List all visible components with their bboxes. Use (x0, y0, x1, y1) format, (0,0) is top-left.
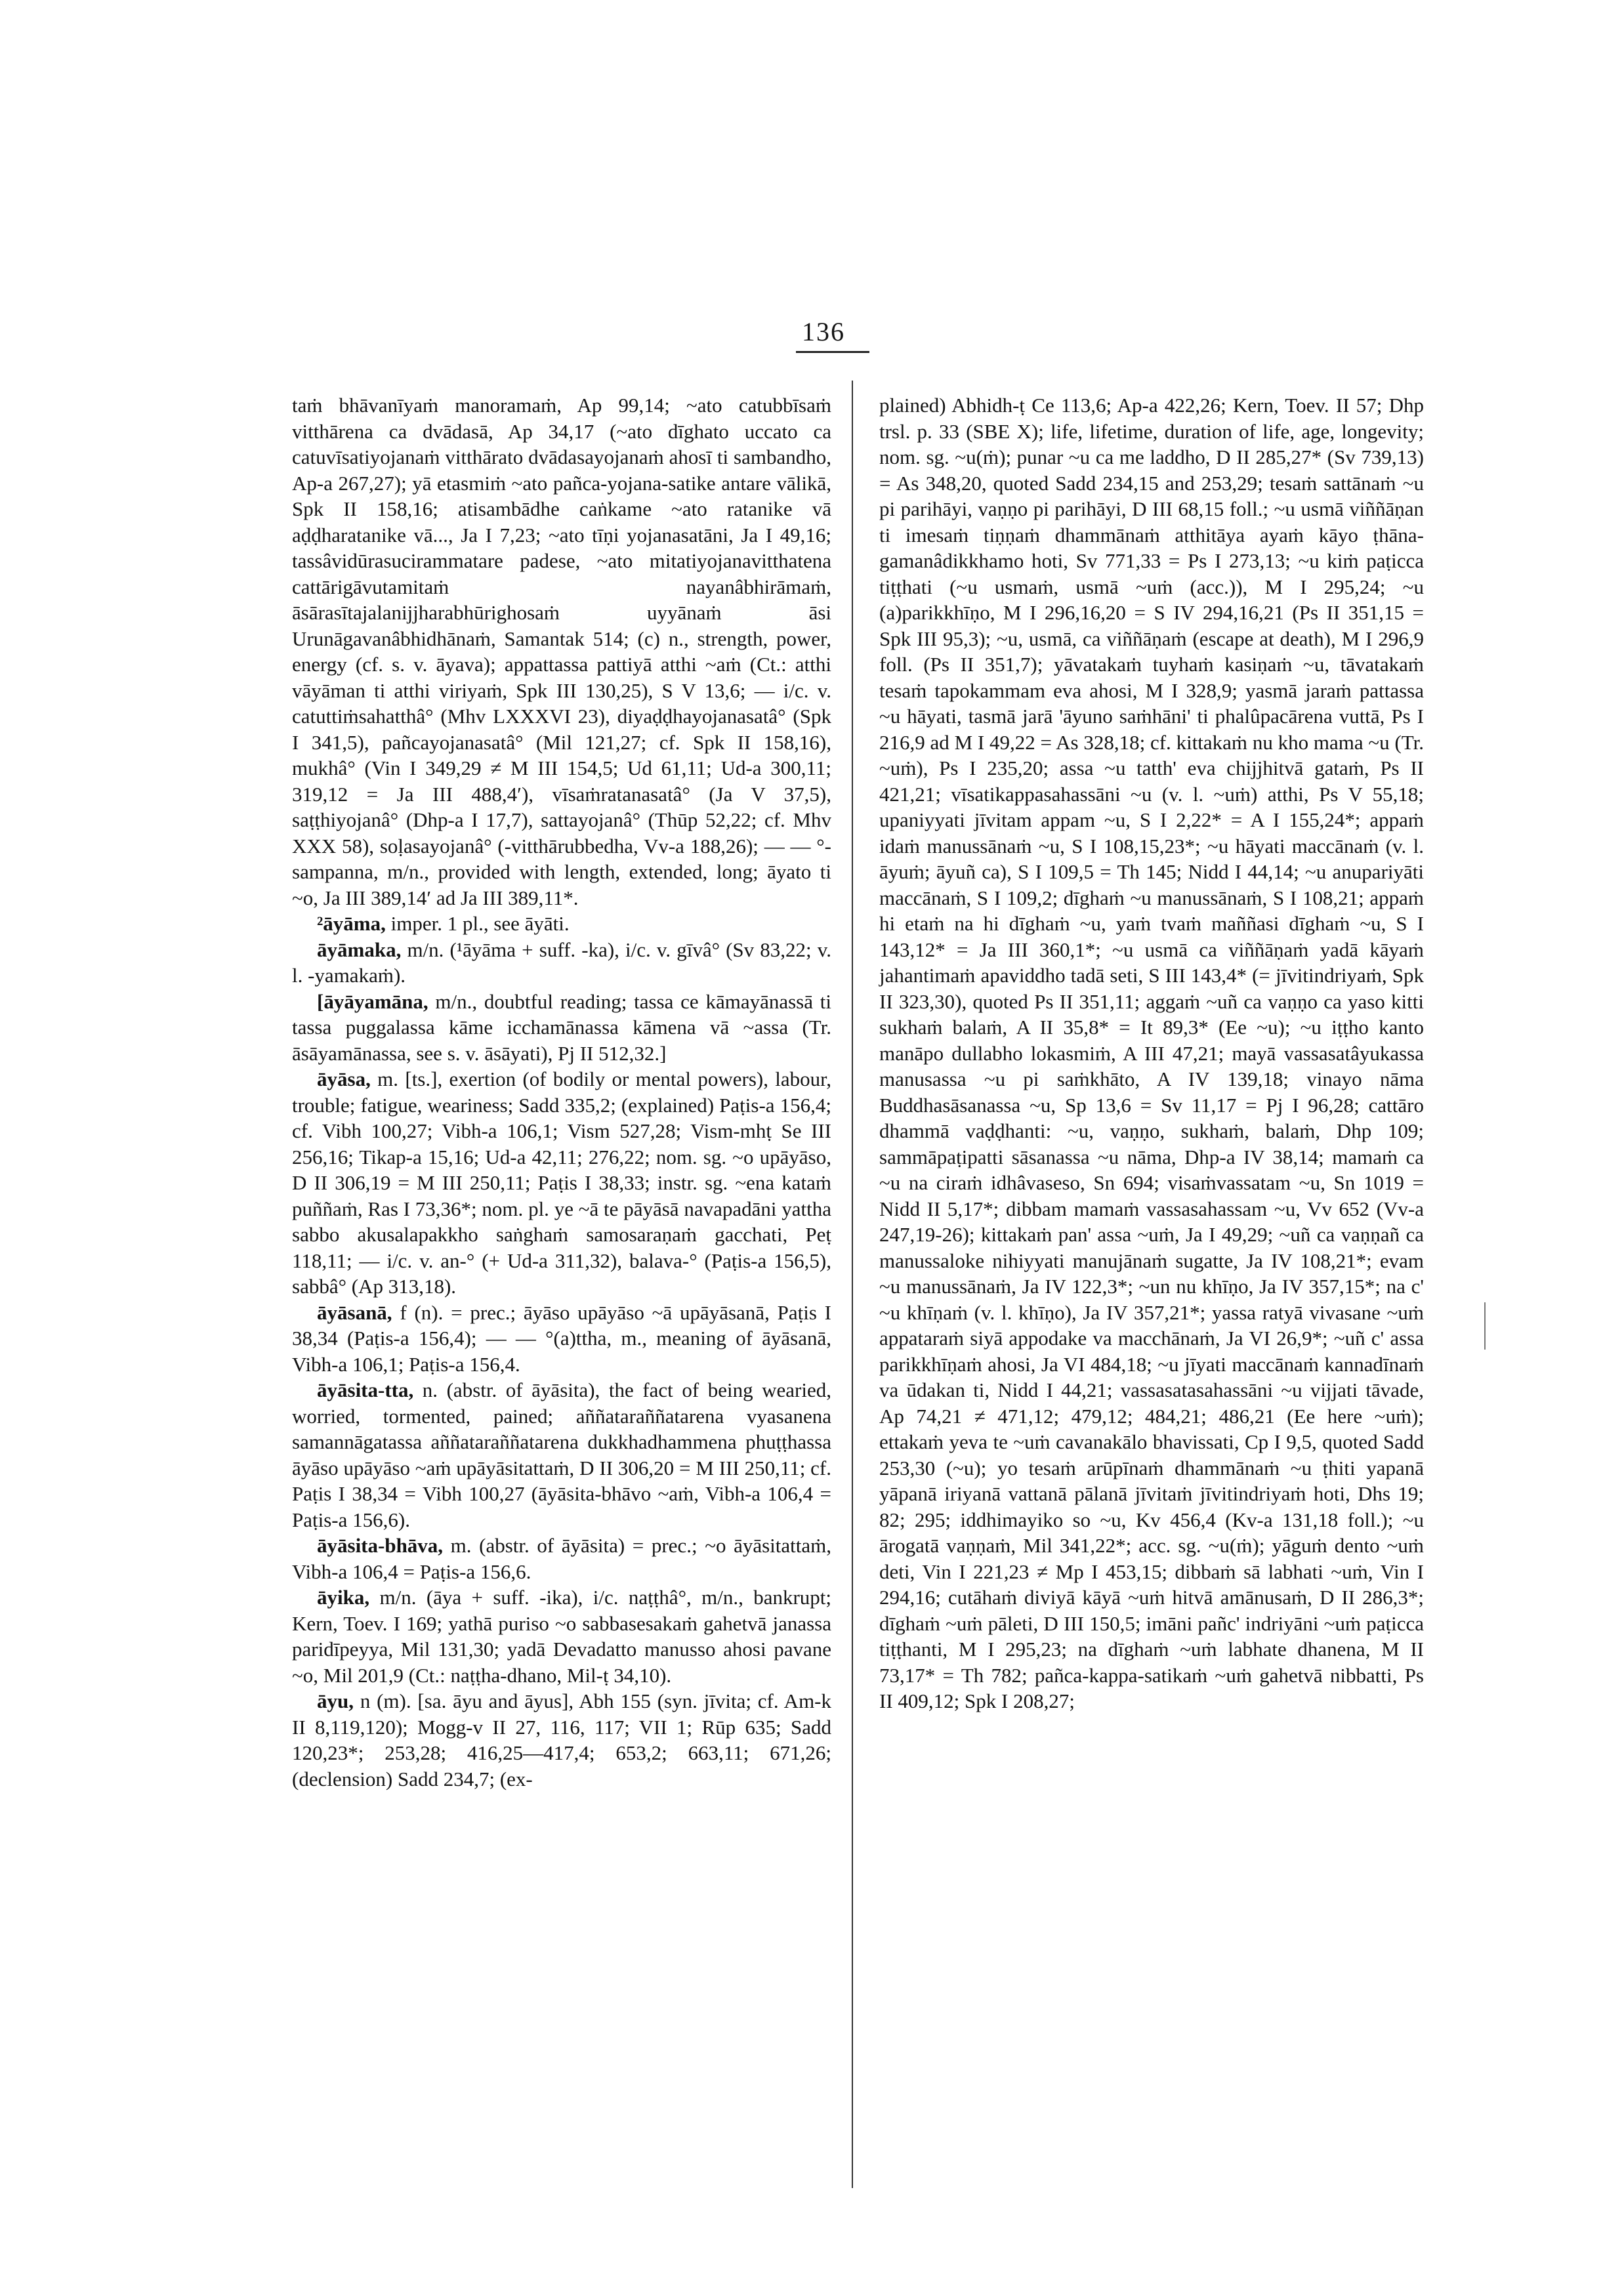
margin-mark (1484, 1302, 1486, 1350)
dictionary-entry (292, 1688, 831, 1792)
dictionary-entry (292, 911, 831, 937)
entry-text: n (m). [sa. āyu and āyus], Abh 155 (syn. jīvita; cf. Am-k II 8,119,120); Mogg-v II 27, 116, 117; VII 1; Rūp 635; Sadd 120,23*; 253,28; 416,25—417,4; 653,2; 663,11; 671,26; (declension) Sadd 234,7; (ex- (292, 1689, 832, 1790)
entry-headword: ²āyāma, (317, 912, 386, 935)
dictionary-entry (292, 1377, 831, 1533)
entry-headword: āyāsa, (317, 1067, 371, 1090)
column-divider (852, 381, 853, 2188)
entry-text: imper. 1 pl., see āyāti. (390, 912, 570, 935)
dictionary-entry (292, 1533, 831, 1584)
dictionary-entry (292, 392, 831, 911)
entry-text: n. (abstr. of āyāsita), the fact of being wearied, worried, tormented, pained; aññataraññatarena vyasanena samannāgatassa aññataraññatarena dukkhadhammena phuṭṭhassa āyāso upāyāso ~aṁ upāyāsitattaṁ, D II 306,20 = M III 250,11; cf. Paṭis I 38,34 = Vibh 100,27 (āyāsita-bhāvo ~aṁ, Vibh-a 106,4 = Paṭis-a 156,6). (292, 1378, 831, 1531)
dictionary-entry (879, 392, 1424, 1714)
entry-headword: āyu, (317, 1689, 354, 1712)
entry-text: m. [ts.], exertion (of bodily or mental powers), labour, trouble; fatigue, weariness; Sadd 335,2; (explained) Paṭis-a 156,4; cf. Vibh 100,27; Vibh-a 106,1; Vism 527,28; Vism-mhṭ Se III 256,16; Tikap-a 15,16; Ud-a 42,11; 276,22; nom. sg. ~o upāyāso, D II 306,19 = M III 250,11; Paṭis I 38,33; instr. sg. ~ena kataṁ puññaṁ, Ras I 73,36*; nom. pl. ye ~ā te pāyāsā navapadāni yattha sabbo akusalapakkho saṅghaṁ samosaraṇaṁ gacchati, Peṭ 118,11; — i/c. v. an-° (+ Ud-a 311,32), balava-° (Paṭis-a 156,5), sabbâ° (Ap 313,18). (292, 1067, 831, 1298)
entry-text: taṁ bhāvanīyaṁ manoramaṁ, Ap 99,14; ~ato catubbīsaṁ vitthārena ca dvādasā, Ap 34,17 (~ato dīghato uccato ca catuvīsatiyojanaṁ vitthārato dvādasayojanaṁ ahosī ti sambandho, Ap-a 267,27); yā etasmiṁ ~ato pañca-yojana-satike antare vālikā, Spk II 158,16; atisambādhe caṅkame ~ato ratanike vā aḍḍharatanike vā..., Ja I 7,23; ~ato tīṇi yojanasatāni, Ja I 49,16; tassâvidūrasucirammatare padese, ~ato mitatiyojanavitthatena cattārigāvutamitaṁ nayanâbhirāmaṁ, āsārasītajalanijjharabhūrighosaṁ uyyānaṁ āsi Urunāgavanâbhidhānaṁ, Samantak 514; (c) n., strength, power, energy (cf. s. v. āyava); appattassa pattiyā atthi ~aṁ (Ct.: atthi vāyāman ti atthi viriyaṁ, Spk III 130,25), S V 13,6; — i/c. v. catuttiṁsahatthâ° (Mhv LXXXVI 23), diyaḍḍhayojanasatâ° (Spk I 341,5), pañcayojanasatâ° (Mil 121,27; cf. Spk II 158,16), mukhâ° (Vin I 349,29 ≠ M III 154,5; Ud 61,11; Ud-a 300,11; 319,12 = Ja III 488,4′), vīsaṁratanasatâ° (Ja V 37,5), saṭṭhiyojanâ° (Dhp-a I 17,7), sattayojanâ° (Thūp 52,22; cf. Mhv XXX 58), soḷasayojanâ° (-vitthārubbedha, Vv-a 188,26); — — °-sampanna, m/n., provided with length, extended, long; āyato ti ~o, Ja III 389,14′ ad Ja III 389,11*. (292, 394, 831, 909)
entry-text: plained) Abhidh-ṭ Ce 113,6; Ap-a 422,26; Kern, Toev. II 57; Dhp trsl. p. 33 (SBE X); life, lifetime, duration of life, age, longevity; nom. sg. ~u(ṁ); punar ~u ca me laddho, D II 285,27* (Sv 739,13) = As 348,20, quoted Sadd 234,15 and 253,29; tesaṁ sattānaṁ ~u pi parihāyi, vaṇṇo pi parihāyi, D III 68,15 foll.; ~u usmā viññāṇan ti imesaṁ tiṇṇaṁ dhammānaṁ atthitāya ayaṁ kāyo ṭhāna-gamanâdikkhamo hoti, Sv 771,33 = Ps I 273,13; ~u kiṁ paṭicca tiṭṭhati (~u usmaṁ, usmā ~uṁ (acc.)), M I 295,24; ~u (a)parikkhīṇo, M I 296,16,20 = S IV 294,16,21 (Ps II 351,15 = Spk III 95,3); ~u, usmā, ca viññāṇaṁ (escape at death), M I 296,9 foll. (Ps II 351,7); yāvatakaṁ tuyhaṁ kasiṇaṁ ~u, tāvatakaṁ tesaṁ tapokammam eva ahosi, M I 328,9; yasmā jaraṁ pattassa ~u hāyati, tasmā jarā 'āyuno saṁhāni' ti phalûpacārena vuttā, Ps I 216,9 ad M I 49,22 = As 328,18; cf. kittakaṁ nu kho mama ~u (Tr. ~uṁ), Ps I 235,20; assa ~u tatth' eva chijjhitvā gataṁ, Ps II 421,21; vīsatikappasahassāni ~u (v. l. ~uṁ) atthi, Ps V 55,18; upaniyyati jīvitam appam ~u, S I 2,22* = A I 155,24*; appaṁ idaṁ manussānaṁ ~u, S I 108,15,23*; ~u hāyati maccānaṁ (v. l. āyuṁ; āyuñ ca), S I 109,5 = Th 145; Nidd I 44,14; ~u anupariyāti maccānaṁ, S I 109,2; dīghaṁ ~u manussānaṁ, S I 108,21; appaṁ hi etaṁ na hi dīghaṁ ~u, yaṁ tvaṁ maññasi dīghaṁ ~u, S I 143,12* = Ja III 360,1*; ~u usmā ca viññāṇaṁ yadā kāyaṁ jahantimaṁ apaviddho tadā seti, S III 143,4* (= jīvitindriyaṁ, Spk II 323,30), quoted Ps II 351,11; aggaṁ ~uñ ca vaṇṇo ca yaso kitti sukhaṁ balaṁ, A II 35,8* = It 89,3* (Ee ~u); ~u iṭṭho kanto manāpo dullabho lokasmiṁ, A III 47,21; mayā vassasatâyukassa manusassa ~u pi saṁkhāto, A IV 139,18; vinayo nāma Buddhasāsanassa ~u, Sp 13,6 = Sv 11,17 = Pj I 96,28; cattāro dhammā vaḍḍhanti: ~u, vaṇṇo, sukhaṁ, balaṁ, Dhp 109; sammāpaṭipatti sāsanassa ~u nāma, Dhp-a IV 38,14; mamaṁ ca ~u na ciraṁ idhâvaseso, Sn 694; visaṁvassatam ~u, Sn 1019 = Nidd II 5,17*; dibbam mamaṁ vassasahassam ~u, Vv 652 (Vv-a 247,19-26); kittakaṁ pan' assa ~uṁ, Ja I 49,29; ~uñ ca vaṇṇañ ca manussaloke nihiyyati manujānaṁ sugatte, Ja IV 108,21*; evam ~u manussānaṁ, Ja IV 122,3*; ~un nu khīṇo, Ja IV 357,15*; na c' ~u khīṇaṁ (v. l. khīṇo), Ja IV 357,21*; yassa ratyā vivasane ~uṁ appataraṁ siyā appodake va macchānaṁ, Ja VI 26,9*; ~uñ c' assa parikkhīṇaṁ ahosi, Ja VI 484,18; ~u jīyati maccānaṁ kannadīnaṁ va ūdakan ti, Nidd I 44,21; vassasatasahassāni ~u vijjati tāvade, Ap 74,21 ≠ 471,12; 479,12; 484,21; 486,21 (Ee here ~uṁ); ettakaṁ yeva te ~uṁ cavanakālo bhavissati, Cp I 9,5, quoted Sadd 253,30 (~u); yo tesaṁ arūpīnaṁ dhammānaṁ ~u ṭhiti yapanā yāpanā iriyanā vattanā pālanā jīvitaṁ jīvitindriyaṁ hoti, Dhs 19; 82; 295; iddhimayiko so ~u, Kv 456,4 (Kv-a 131,18 foll.); ~u ārogatā vaṇṇaṁ, Mil 341,22*; acc. sg. ~u(ṁ); yāguṁ dento ~uṁ deti, Vin I 221,23 ≠ Mp I 453,15; dibbaṁ sā labhati ~uṁ, Vin I 294,16; cutāhaṁ diviyā kāyā ~uṁ hitvā amānusaṁ, D II 286,3*; dīghaṁ ~uṁ pāleti, D III 150,5; imāni pañc' indriyāni ~uṁ paṭicca tiṭṭhanti, M I 295,23; na dīghaṁ ~uṁ labhate dhanena, M II 73,17* = Th 782; pañca-kappa-satikaṁ ~uṁ gahetvā nibbatti, Ps II 409,12; Spk I 208,27; (879, 394, 1424, 1712)
dictionary-entry (292, 1584, 831, 1688)
dictionary-entry (292, 1066, 831, 1300)
entry-headword: āyāsanā, (317, 1300, 392, 1324)
entry-text: m. (abstr. of āyāsita) = prec.; ~o āyāsitattaṁ, Vibh-a 106,4 = Paṭis-a 156,6. (292, 1534, 831, 1583)
entry-text: f (n). = prec.; āyāso upāyāso ~ā upāyāsanā, Paṭis I 38,34 (Paṭis-a 156,4); — — °(a)ttha, m., meaning of āyāsanā, Vibh-a 106,1; Paṭis-a 156,4. (292, 1300, 831, 1376)
entry-headword: āyika, (317, 1586, 370, 1609)
entry-text: m/n., doubtful reading; tassa ce kāmayānassā ti tassa puggalassa kāme icchamānassa kāmena vā ~assa (Tr. āsāyamānassa, see s. v. āsāyati), Pj II 512,32.] (292, 989, 831, 1065)
entry-headword: āyāsita-tta, (317, 1378, 414, 1401)
entry-headword: [āyāyamāna, (317, 989, 428, 1013)
entry-headword: āyāmaka, (317, 938, 402, 961)
dictionary-entry (292, 937, 831, 989)
dictionary-entry (292, 1300, 831, 1378)
page-number-rule (796, 351, 869, 353)
page-number: 136 (802, 317, 845, 346)
entry-text: m/n. (¹āyāma + suff. -ka), i/c. v. gīvâ° (Sv 83,22; v. l. -yamakaṁ). (292, 938, 832, 987)
dictionary-entry (292, 989, 831, 1067)
entry-text: m/n. (āya + suff. -ika), i/c. naṭṭhâ°, m/n., bankrupt; Kern, Toev. I 169; yathā puriso ~o sabbasesakaṁ gahetvā janassa paridīpeyya, Mil 131,30; yadā Devadatto manusso ahosi pavane ~o, Mil 201,9 (Ct.: naṭṭha-dhano, Mil-ṭ 34,10). (292, 1586, 832, 1687)
entry-headword: āyāsita-bhāva, (317, 1534, 444, 1557)
left-column (292, 392, 831, 1792)
right-column (879, 392, 1424, 1714)
